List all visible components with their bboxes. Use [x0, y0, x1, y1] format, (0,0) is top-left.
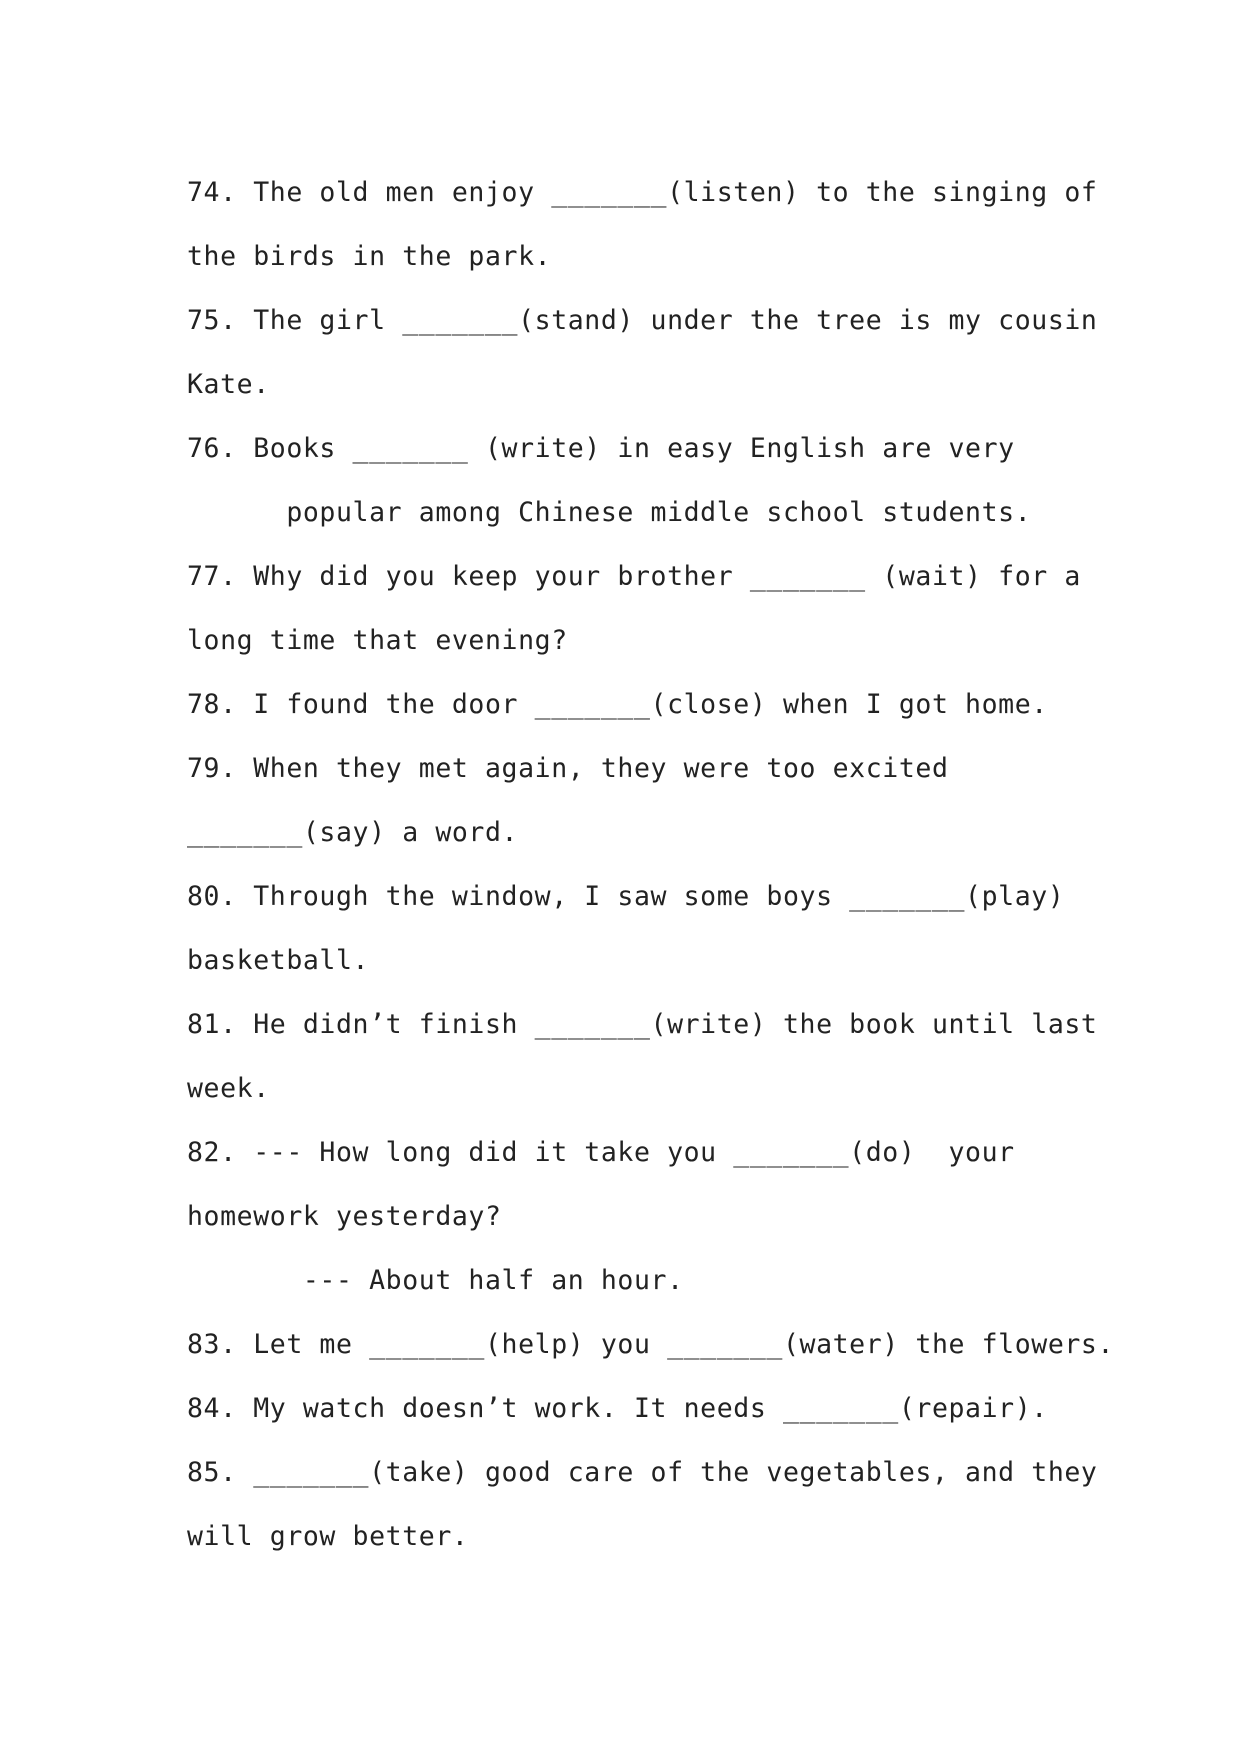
text-line-6: popular among Chinese middle school students.	[187, 497, 1032, 528]
text-line-14: 81. He didn’t finish _______(write) the book until last	[187, 1009, 1098, 1040]
text-line-11: _______(say) a word.	[187, 817, 519, 848]
text-line-3: 75. The girl _______(stand) under the tree is my cousin	[187, 305, 1098, 336]
text-line-22: will grow better.	[187, 1521, 469, 1552]
text-line-21: 85. _______(take) good care of the vegetables, and they	[187, 1457, 1098, 1488]
text-line-4: Kate.	[187, 369, 270, 400]
text-line-12: 80. Through the window, I saw some boys _______(play)	[187, 881, 1065, 912]
text-line-17: homework yesterday?	[187, 1201, 502, 1232]
text-line-13: basketball.	[187, 945, 370, 976]
text-line-16: 82. --- How long did it take you _______(do) your	[187, 1137, 1015, 1168]
text-line-9: 78. I found the door _______(close) when I got home.	[187, 689, 1048, 720]
text-line-19: 83. Let me _______(help) you _______(water) the flowers.	[187, 1329, 1115, 1360]
text-line-2: the birds in the park.	[187, 241, 552, 272]
text-line-7: 77. Why did you keep your brother _______ (wait) for a	[187, 561, 1081, 592]
text-line-10: 79. When they met again, they were too excited	[187, 753, 949, 784]
text-line-20: 84. My watch doesn’t work. It needs _______(repair).	[187, 1393, 1048, 1424]
text-line-18: --- About half an hour.	[187, 1265, 684, 1296]
text-line-5: 76. Books _______ (write) in easy English are very	[187, 433, 1015, 464]
text-line-15: week.	[187, 1073, 270, 1104]
text-line-8: long time that evening?	[187, 625, 568, 656]
text-line-1: 74. The old men enjoy _______(listen) to the singing of	[187, 177, 1098, 208]
